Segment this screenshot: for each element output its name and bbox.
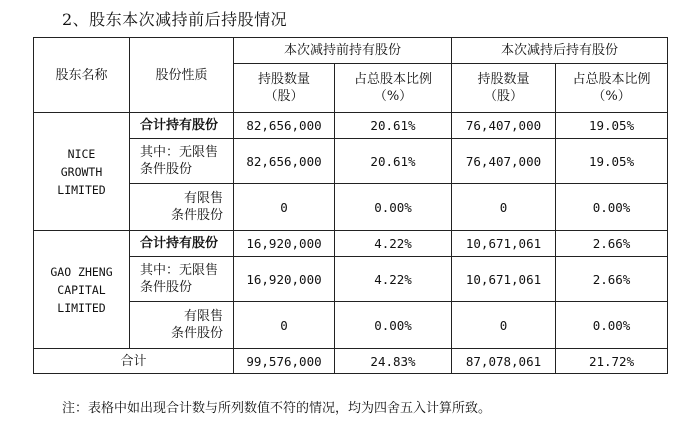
total-row [34, 349, 668, 374]
table-row [34, 231, 668, 257]
before-ratio-cell: 0.00% [335, 184, 452, 231]
before-ratio-cell: 20.61% [335, 139, 452, 184]
header-after-ratio [556, 64, 668, 113]
share-nature-line: 条件股份 [140, 280, 193, 295]
holder-name-cell [34, 231, 130, 349]
header-ratio-line1: 占总股本比例 [572, 72, 651, 87]
after-shares-cell: 76,407,000 [452, 113, 556, 139]
after-shares-cell: 10,671,061 [452, 257, 556, 302]
header-shares-line2: （股） [484, 89, 524, 104]
header-shares-line1: 持股数量 [477, 72, 530, 87]
total-before-shares: 99,576,000 [234, 349, 335, 374]
before-ratio-cell: 0.00% [335, 302, 452, 349]
header-holder-name: 股东名称 [34, 38, 130, 113]
before-shares-cell: 0 [234, 184, 335, 231]
header-after-shares [452, 64, 556, 113]
after-ratio-cell: 0.00% [556, 184, 668, 231]
total-label: 合计 [34, 349, 234, 374]
total-before-ratio: 24.83% [335, 349, 452, 374]
share-nature-cell [130, 184, 234, 231]
total-after-ratio: 21.72% [556, 349, 668, 374]
table-footnote: 注：表格中如出现合计数与所列数值不符的情况，均为四舍五入计算所致。 [62, 401, 492, 416]
total-after-shares: 87,078,061 [452, 349, 556, 374]
holder-name-line: LIMITED [57, 300, 106, 315]
after-ratio-cell: 2.66% [556, 257, 668, 302]
table-row [34, 113, 668, 139]
share-nature-cell [130, 139, 234, 184]
holder-name-line: GROWTH [60, 164, 103, 179]
header-ratio-line2: （%） [373, 89, 413, 104]
holder-name-cell [34, 113, 130, 231]
holder-name-line: LIMITED [57, 182, 106, 197]
before-shares-cell: 82,656,000 [234, 113, 335, 139]
table-row [34, 184, 668, 231]
share-nature-line: 其中：无限售 [140, 145, 219, 160]
after-shares-cell: 0 [452, 184, 556, 231]
share-nature-line: 条件股份 [170, 326, 223, 341]
before-ratio-cell: 4.22% [335, 231, 452, 257]
section-heading: 2、股东本次减持前后持股情况 [62, 10, 288, 29]
header-before-shares [234, 64, 335, 113]
header-ratio-line1: 占总股本比例 [354, 72, 433, 87]
header-share-nature: 股份性质 [130, 38, 234, 113]
before-shares-cell: 16,920,000 [234, 231, 335, 257]
share-nature-line: 有限售 [183, 309, 223, 324]
after-ratio-cell: 19.05% [556, 139, 668, 184]
share-nature-cell [130, 302, 234, 349]
share-nature-line: 其中：无限售 [140, 263, 219, 278]
after-shares-cell: 76,407,000 [452, 139, 556, 184]
header-before-ratio [335, 64, 452, 113]
after-ratio-cell: 19.05% [556, 113, 668, 139]
header-shares-line1: 持股数量 [257, 72, 310, 87]
header-ratio-line2: （%） [592, 89, 631, 104]
share-nature-line: 有限售 [183, 191, 223, 206]
before-shares-cell: 82,656,000 [234, 139, 335, 184]
holder-name-line: NICE [67, 146, 96, 161]
share-nature-cell [130, 257, 234, 302]
table-row [34, 139, 668, 184]
table-row [34, 257, 668, 302]
share-nature-cell: 合计持有股份 [130, 231, 234, 257]
header-after-group: 本次减持后持有股份 [452, 38, 668, 64]
after-shares-cell: 10,671,061 [452, 231, 556, 257]
table-row [34, 302, 668, 349]
after-ratio-cell: 0.00% [556, 302, 668, 349]
before-ratio-cell: 4.22% [335, 257, 452, 302]
header-before-group: 本次减持前持有股份 [234, 38, 452, 64]
share-nature-line: 条件股份 [140, 162, 193, 177]
share-nature-cell: 合计持有股份 [130, 113, 234, 139]
after-ratio-cell: 2.66% [556, 231, 668, 257]
before-shares-cell: 16,920,000 [234, 257, 335, 302]
shareholding-table [33, 37, 668, 374]
before-ratio-cell: 20.61% [335, 113, 452, 139]
header-shares-line2: （股） [264, 89, 304, 104]
before-shares-cell: 0 [234, 302, 335, 349]
holder-name-line: CAPITAL [57, 282, 106, 297]
after-shares-cell: 0 [452, 302, 556, 349]
holder-name-line: GAO ZHENG [50, 264, 113, 279]
share-nature-line: 条件股份 [170, 208, 223, 223]
